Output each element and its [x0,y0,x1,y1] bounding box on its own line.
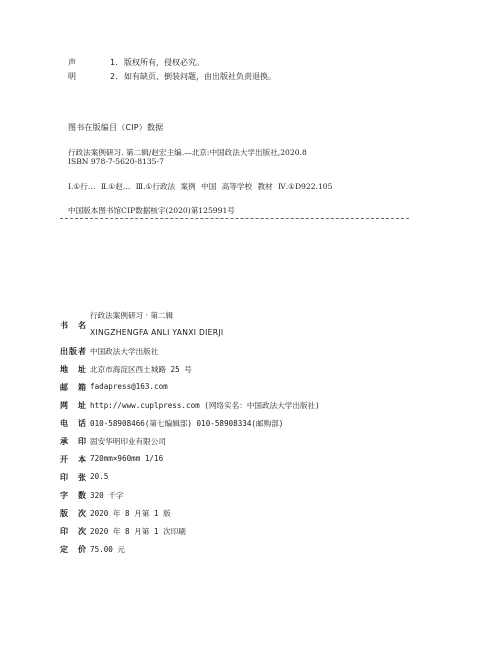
colophon-label: 书名 [60,321,86,330]
colophon-value: 2020 年 8 月第 1 版 [90,509,171,518]
colophon-value: 固安华明印业有限公司 [90,437,166,446]
book-pinyin: XINGZHENGFA ANLI YANXI DIERJI [90,328,224,337]
declaration-item-text: 如有缺页、倒装问题，由出版社负责退换。 [124,72,276,81]
colophon-label: 字数 [60,491,86,500]
declaration-item [110,70,370,84]
colophon-value: 2020 年 8 月第 1 次印刷 [90,527,186,536]
colophon-label: 开本 [60,455,86,464]
colophon-label: 版次 [60,509,86,518]
cip-isbn: ISBN 978-7-5620-8135-7 [68,157,164,166]
colophon-label: 印次 [60,527,86,536]
cip-title: 图书在版编目（CIP）数据 [68,123,164,132]
declaration-label: 声明 [68,58,85,81]
book-title: 行政法案例研习 · 第二辑 [90,311,174,320]
declaration-item-text: 版权所有，侵权必究。 [124,58,204,67]
cip-data-number: 中国版本图书馆CIP数据核字(2020)第125991号 [68,206,235,215]
colophon-value: fadapress@163.com [90,382,168,391]
colophon-label: 出版者 [60,347,86,356]
colophon-label: 邮箱 [60,383,86,392]
colophon-label: 印张 [60,473,86,482]
colophon-value: 北京市海淀区西土城路 25 号 [90,365,192,374]
cip-classification: Ⅰ.①行… Ⅱ.①赵… Ⅲ.①行政法 案例 中国 高等学校 教材 Ⅳ.①D922.105 [68,182,333,191]
colophon-label: 网址 [60,401,86,410]
colophon-label: 定价 [60,545,86,554]
dashed-divider [60,218,409,219]
colophon-label: 电话 [60,419,86,428]
colophon-value: 720mm×960mm 1/16 [90,454,164,463]
colophon-value: 75.00 元 [90,545,126,554]
colophon-value: 320 千字 [90,491,124,500]
colophon-value: 20.5 [90,472,109,481]
colophon-label: 承印 [60,437,86,446]
declaration-item [110,56,370,70]
cip-record-line: 行政法案例研习. 第二辑/赵宏主编.—北京:中国政法大学出版社,2020.8 [68,148,307,157]
colophon-value: 010-58908466(第七编辑部) 010-58908334(邮购部) [90,419,284,428]
colophon-label: 地址 [60,365,86,374]
colophon-value: http://www.cuplpress.com (网络实名：中国政法大学出版社) [90,401,320,410]
declaration-items [110,56,370,84]
declaration-item-number: 1. [110,58,118,67]
colophon-value: 中国政法大学出版社 [90,347,159,356]
declaration-item-number: 2. [110,72,118,81]
